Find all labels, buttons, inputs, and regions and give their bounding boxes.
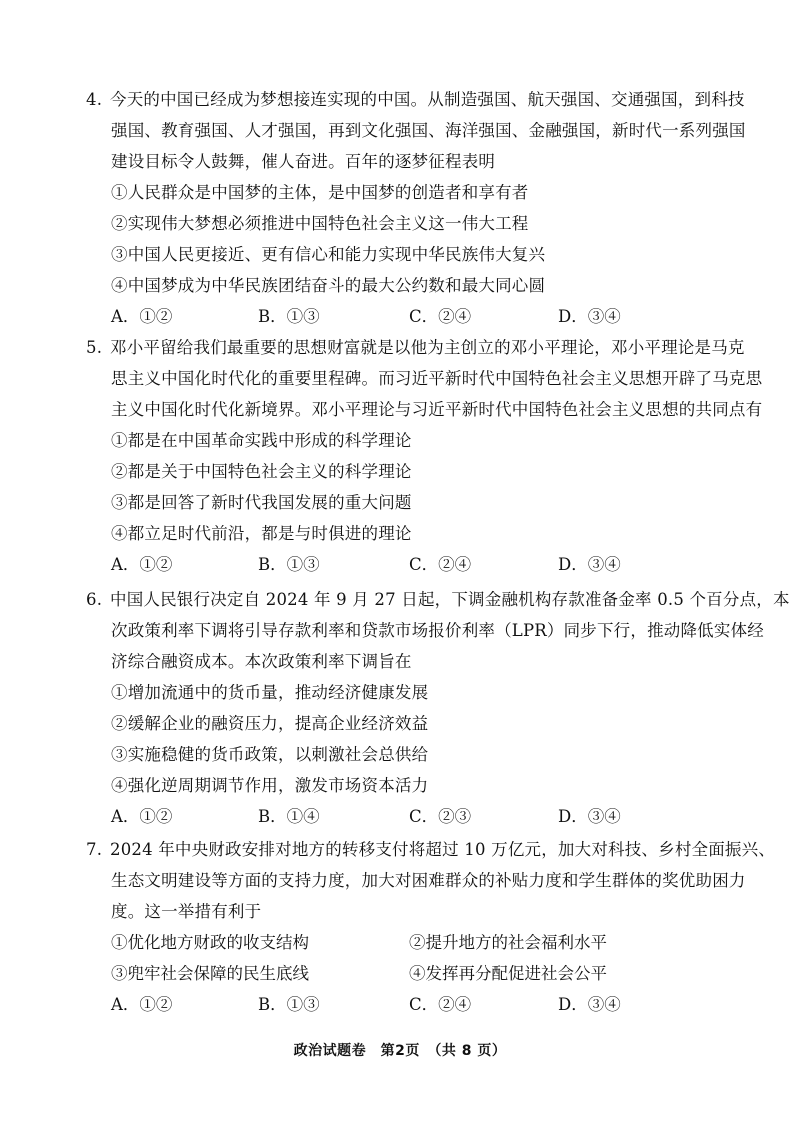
option-c: C．②③ xyxy=(409,807,472,826)
option-b: B．①③ xyxy=(258,307,320,326)
option-b: B．①③ xyxy=(258,555,320,574)
option-c: C．②④ xyxy=(409,995,472,1014)
statement: ②都是关于中国特色社会主义的科学理论 xyxy=(111,462,412,481)
question-stem-line: 今天的中国已经成为梦想接连实现的中国。从制造强国、航天强国、交通强国，到科技 xyxy=(110,90,745,109)
statement: ②提升地方的社会福利水平 xyxy=(409,933,607,952)
question-number: 5. xyxy=(86,338,103,357)
statement: ①人民群众是中国梦的主体，是中国梦的创造者和享有者 xyxy=(111,183,529,202)
option-d: D．③④ xyxy=(558,307,621,326)
options-row xyxy=(86,801,726,832)
statement: ③都是回答了新时代我国发展的重大问题 xyxy=(111,493,412,512)
question-stem-line: 度。这一举措有利于 xyxy=(111,902,262,921)
statement: ①优化地方财政的收支结构 xyxy=(111,933,309,952)
question-stem-line: 济综合融资成本。本次政策利率下调旨在 xyxy=(111,652,412,671)
statement: ④强化逆周期调节作用，激发市场资本活力 xyxy=(111,776,429,795)
question-stem-line: 次政策利率下调将引导存款利率和贷款市场报价利率（LPR）同步下行，推动降低实体经 xyxy=(111,621,764,640)
question-stem-line: 强国、教育强国、人才强国，再到文化强国、海洋强国、金融强国，新时代一系列强国 xyxy=(111,121,746,140)
option-a: A．①② xyxy=(111,807,173,826)
statement: ④中国梦成为中华民族团结奋斗的最大公约数和最大同心圆 xyxy=(111,276,546,295)
question-stem-line: 生态文明建设等方面的支持力度，加大对困难群众的补贴力度和学生群体的奖优助困力 xyxy=(111,871,746,890)
option-a: A．①② xyxy=(111,307,173,326)
option-a: A．①② xyxy=(111,995,173,1014)
option-c: C．②④ xyxy=(409,555,472,574)
question-stem-line: 主义中国化时代化新境界。邓小平理论与习近平新时代中国特色社会主义思想的共同点有 xyxy=(111,400,763,419)
statement-pair xyxy=(86,927,726,958)
question-5 xyxy=(86,332,763,580)
question-stem-line: 2024 年中央财政安排对地方的转移支付将超过 10 万亿元，加大对科技、乡村全面振兴、 xyxy=(110,840,776,859)
question-number: 6. xyxy=(86,590,103,609)
question-stem-line: 建设目标令人鼓舞，催人奋进。百年的逐梦征程表明 xyxy=(111,152,496,171)
statement: ③中国人民更接近、更有信心和能力实现中华民族伟大复兴 xyxy=(111,245,546,264)
statement: ④都立足时代前沿，都是与时俱进的理论 xyxy=(111,524,412,543)
options-row xyxy=(86,989,726,1020)
statement: ③兜牢社会保障的民生底线 xyxy=(111,964,309,983)
statement: ②缓解企业的融资压力，提高企业经济效益 xyxy=(111,714,429,733)
question-stem-line: 邓小平留给我们最重要的思想财富就是以他为主创立的邓小平理论，邓小平理论是马克 xyxy=(110,338,745,357)
statement: ①都是在中国革命实践中形成的科学理论 xyxy=(111,431,412,450)
option-d: D．③④ xyxy=(558,555,621,574)
option-b: B．①④ xyxy=(258,807,320,826)
options-row xyxy=(86,549,726,580)
question-6 xyxy=(86,584,790,832)
option-a: A．①② xyxy=(111,555,173,574)
question-7 xyxy=(86,834,776,1020)
question-number: 7. xyxy=(86,840,103,859)
option-b: B．①③ xyxy=(258,995,320,1014)
statement-pair xyxy=(86,958,726,989)
statement: ②实现伟大梦想必须推进中国特色社会主义这一伟大工程 xyxy=(111,214,529,233)
option-c: C．②④ xyxy=(409,307,472,326)
question-stem-line: 思主义中国化时代化的重要里程碑。而习近平新时代中国特色社会主义思想开辟了马克思 xyxy=(111,369,763,388)
option-d: D．③④ xyxy=(558,995,621,1014)
question-stem-line: 中国人民银行决定自 2024 年 9 月 27 日起，下调金融机构存款准备金率 0.5 个百分点，本 xyxy=(110,590,790,609)
statement: ①增加流通中的货币量，推动经济健康发展 xyxy=(111,683,429,702)
option-d: D．③④ xyxy=(558,807,621,826)
question-4 xyxy=(86,84,746,332)
page-footer: 政治试题卷 第2页 （共 8 页） xyxy=(293,1043,507,1059)
question-number: 4. xyxy=(86,90,103,109)
statement: ③实施稳健的货币政策，以刺激社会总供给 xyxy=(111,745,429,764)
options-row xyxy=(86,301,726,332)
statement: ④发挥再分配促进社会公平 xyxy=(409,964,607,983)
